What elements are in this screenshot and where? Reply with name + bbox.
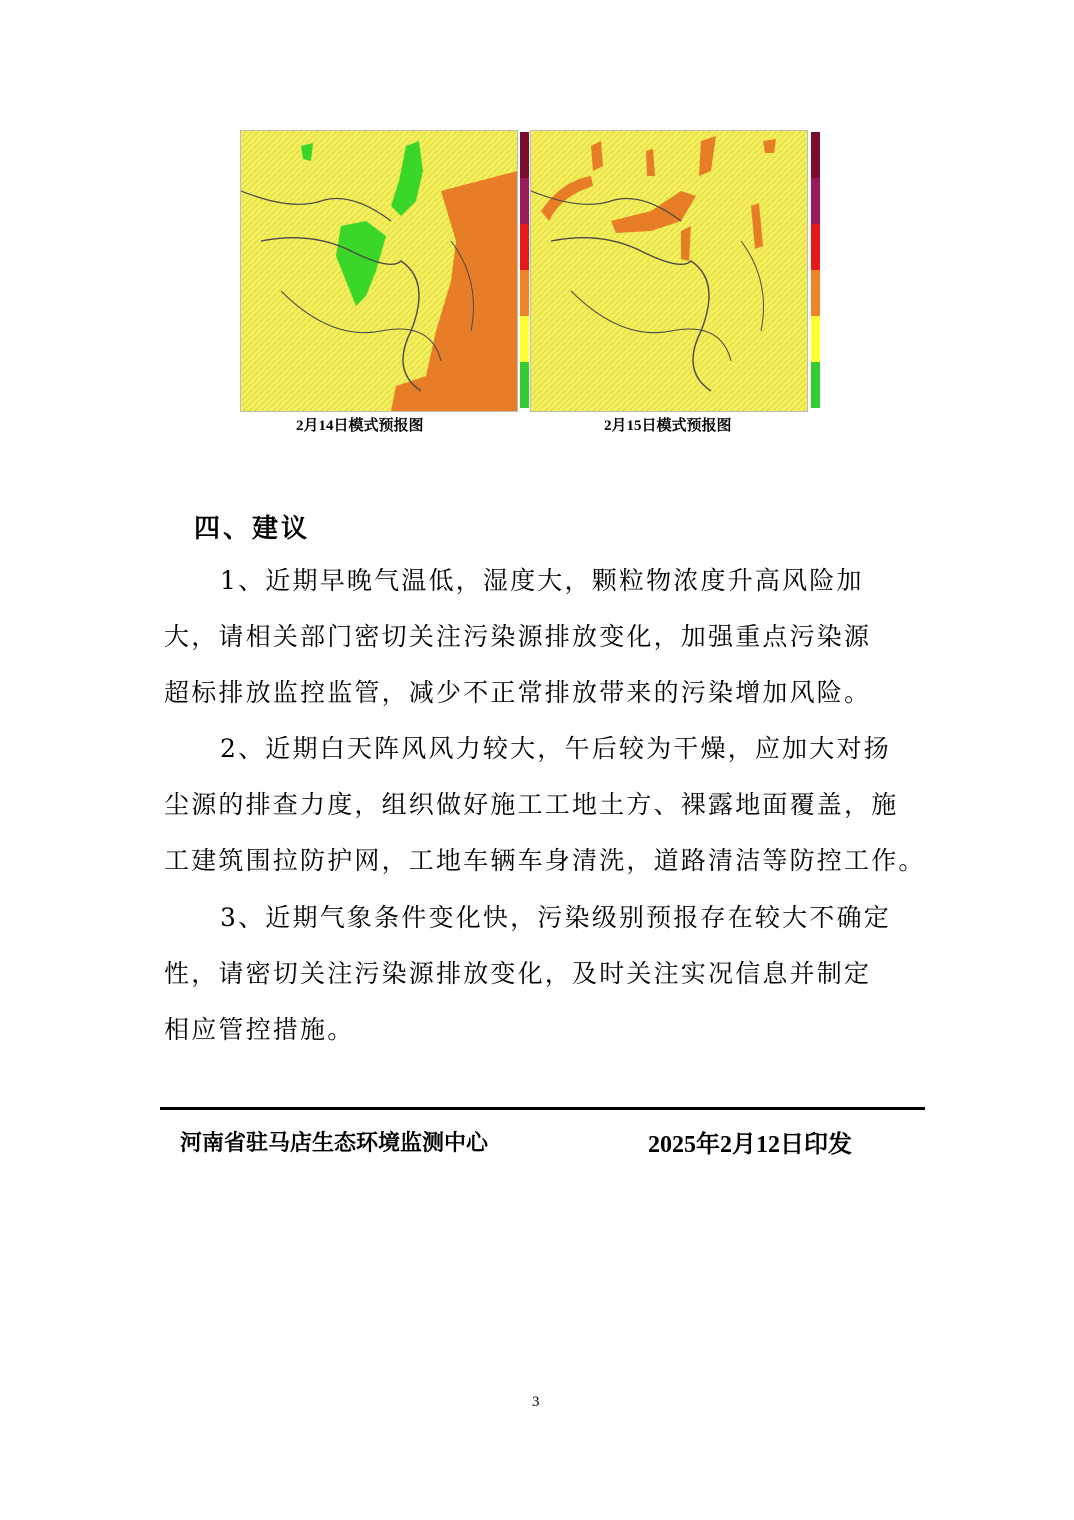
- colorbar-segment: [520, 132, 529, 178]
- paragraph-line: 3、近期气象条件变化快，污染级别预报存在较大不确定: [220, 903, 891, 932]
- colorbar-segment: [811, 270, 820, 316]
- colorbar-segment: [811, 362, 820, 408]
- suggestion-paragraph-2: [164, 721, 926, 889]
- legend-colorbar-feb15: [811, 132, 820, 408]
- forecast-map-feb14: [240, 130, 518, 412]
- colorbar-segment: [811, 316, 820, 362]
- suggestion-paragraph-1: [164, 553, 914, 721]
- map-caption-feb15: 2月15日模式预报图: [604, 418, 732, 434]
- colorbar-segment: [520, 270, 529, 316]
- colorbar-segment: [520, 362, 529, 408]
- footer-date: 2025年2月12日印发: [648, 1132, 852, 1158]
- map-caption-feb14: 2月14日模式预报图: [296, 418, 424, 434]
- paragraph-line: 1、近期早晚气温低，湿度大，颗粒物浓度升高风险加: [220, 566, 864, 595]
- map-feb14-graphic: [241, 131, 517, 411]
- colorbar-segment: [520, 224, 529, 270]
- paragraph-line: 超标排放监控监管，减少不正常排放带来的污染增加风险。: [164, 678, 872, 707]
- colorbar-segment: [811, 224, 820, 270]
- paragraph-line: 尘源的排查力度，组织做好施工工地土方、裸露地面覆盖，施: [164, 790, 899, 819]
- map-feb15-graphic: [531, 131, 807, 411]
- paragraph-line: 性，请密切关注污染源排放变化，及时关注实况信息并制定: [164, 959, 872, 988]
- footer-divider: [160, 1107, 925, 1110]
- suggestion-paragraph-3: [164, 890, 914, 1058]
- paragraph-line: 工建筑围拉防护网，工地车辆车身清洗，道路清洁等防控工作。: [164, 846, 926, 875]
- colorbar-segment: [520, 178, 529, 224]
- section-title: 四、建议: [194, 514, 311, 544]
- forecast-map-feb15: [530, 130, 808, 412]
- colorbar-segment: [811, 178, 820, 224]
- footer-issuer: 河南省驻马店生态环境监测中心: [180, 1131, 489, 1156]
- page-number: 3: [532, 1394, 540, 1410]
- forecast-maps: [238, 130, 828, 415]
- paragraph-line: 2、近期白天阵风风力较大，午后较为干燥，应加大对扬: [220, 734, 891, 763]
- paragraph-line: 相应管控措施。: [164, 1015, 355, 1044]
- legend-colorbar-feb14: [520, 132, 529, 408]
- colorbar-segment: [811, 132, 820, 178]
- colorbar-segment: [520, 316, 529, 362]
- paragraph-line: 大，请相关部门密切关注污染源排放变化，加强重点污染源: [164, 622, 872, 651]
